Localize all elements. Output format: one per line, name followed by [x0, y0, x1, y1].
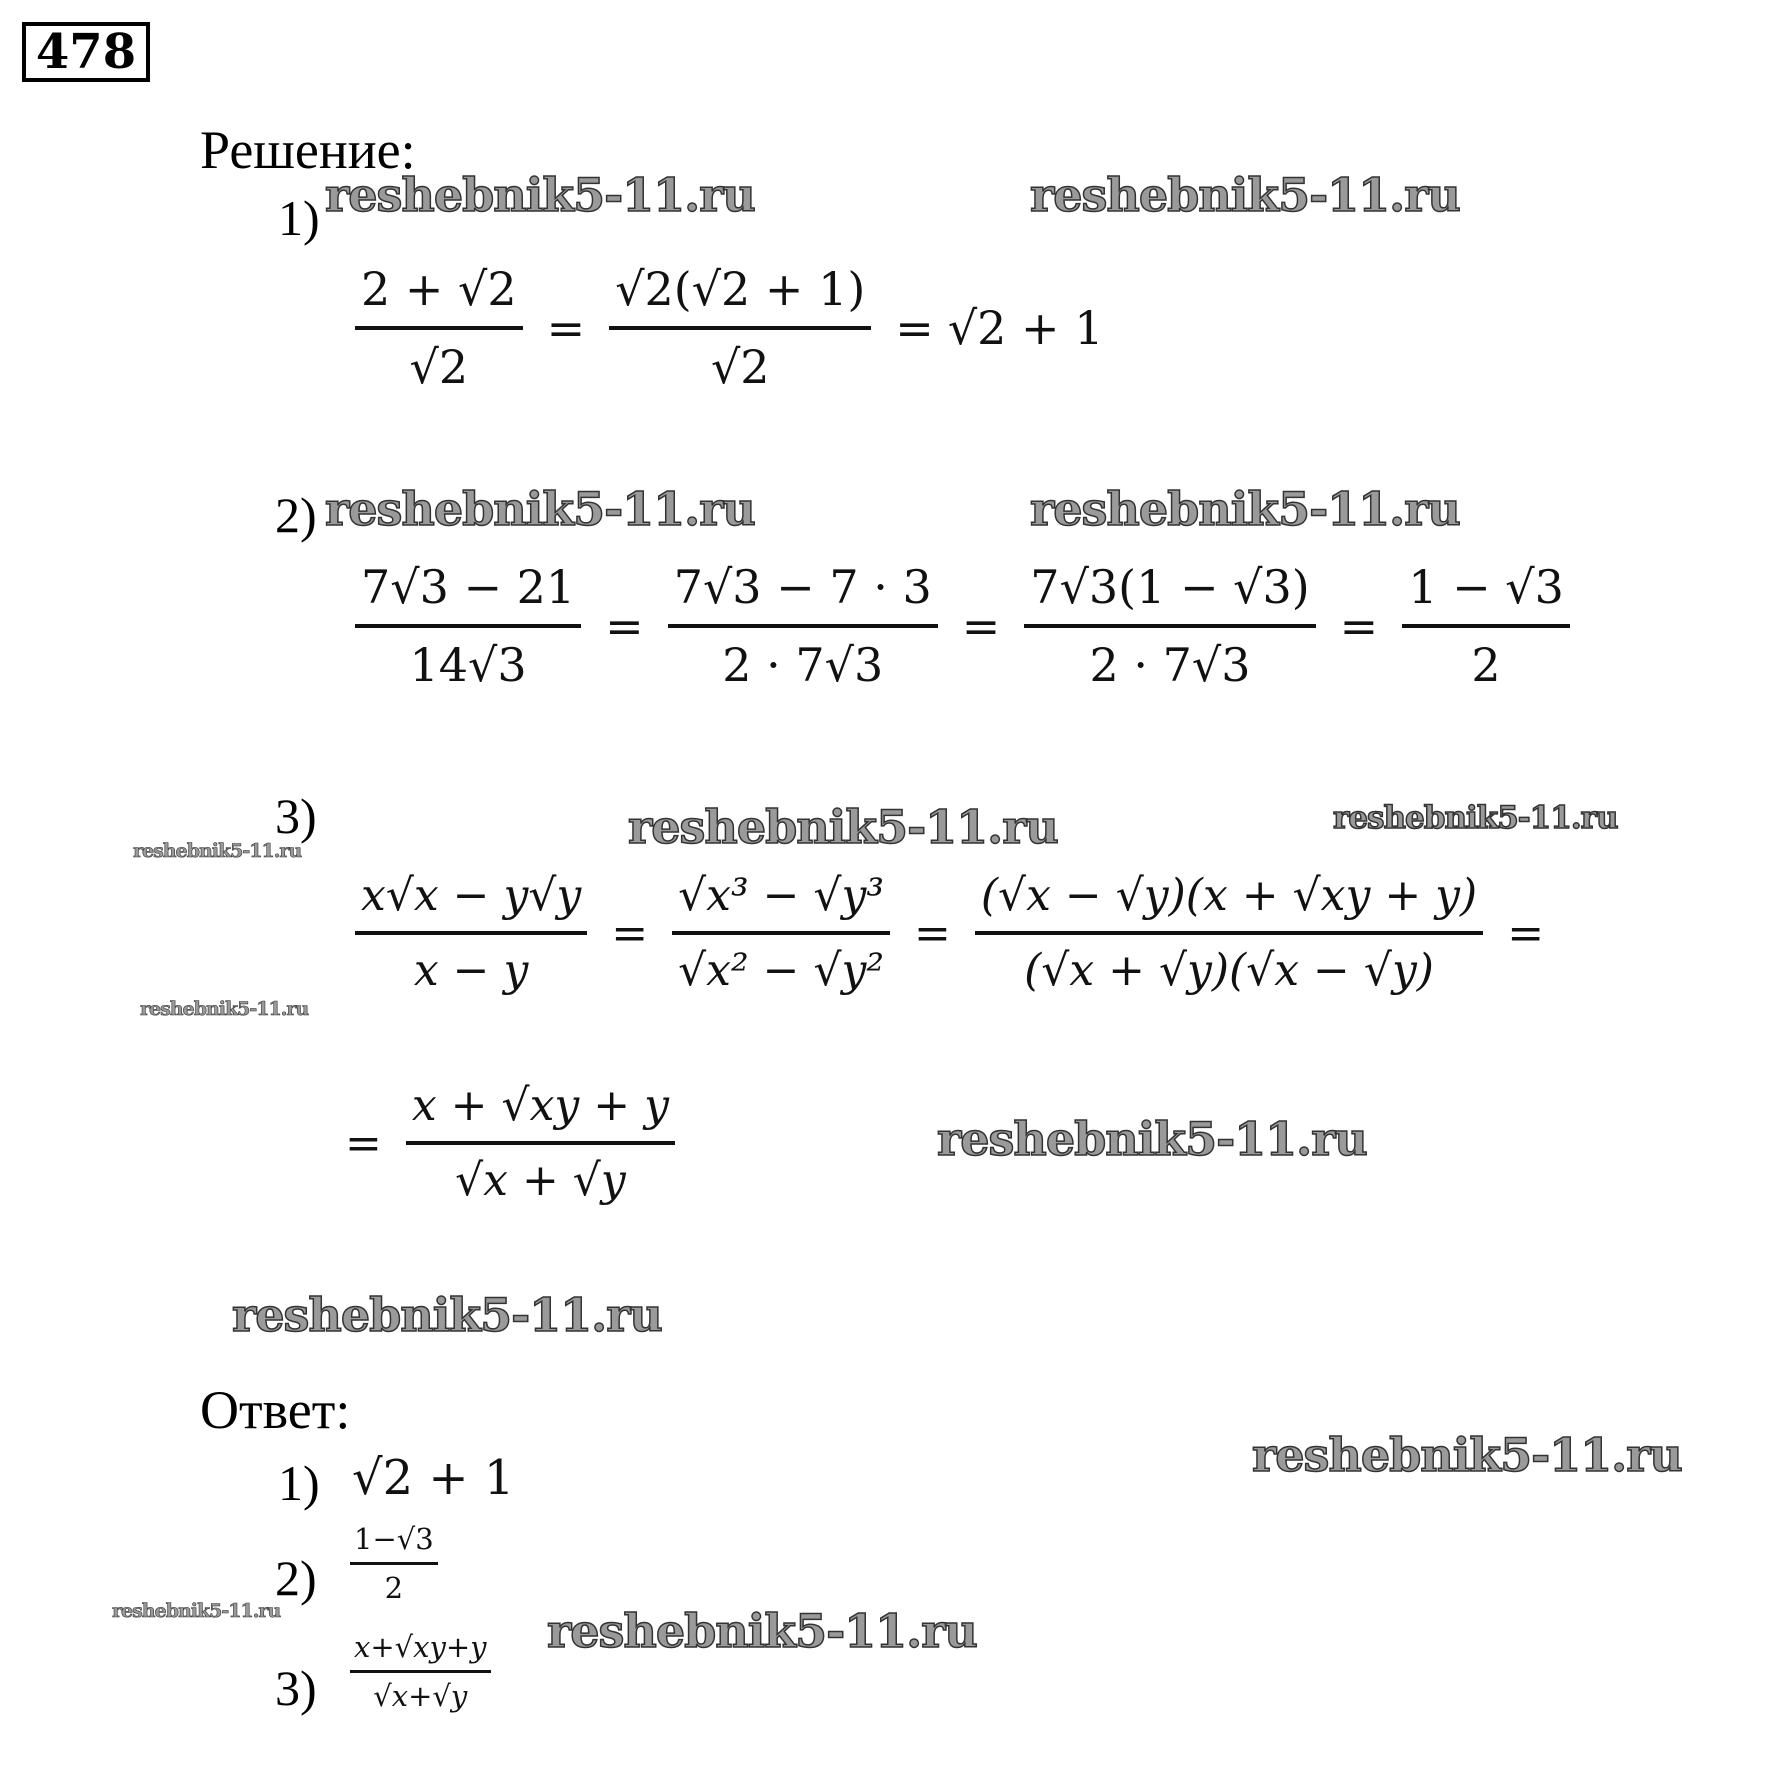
- numerator: x+√xy+y: [354, 1630, 487, 1664]
- numerator: 7√3(1 − √3): [1030, 560, 1310, 614]
- numerator: 7√3 − 7 · 3: [673, 560, 932, 614]
- numerator: (√x − √y)(x + √xy + y): [980, 870, 1478, 921]
- watermark: reshebnik5-11.ru: [1252, 1428, 1682, 1482]
- fraction: [672, 870, 890, 996]
- step-1-label: 1): [278, 190, 320, 246]
- fraction: [975, 870, 1483, 996]
- step-2-label: 2): [275, 487, 317, 543]
- watermark: reshebnik5-11.ru: [133, 840, 302, 862]
- answer-heading: Ответ:: [200, 1380, 351, 1440]
- equals-sign: =: [605, 599, 644, 653]
- fraction: [350, 1630, 491, 1713]
- numerator: 1 − √3: [1408, 560, 1564, 614]
- answer-1: √2 + 1: [352, 1450, 515, 1506]
- numerator: √x³ − √y³: [678, 870, 885, 921]
- denominator: √x+√y: [373, 1679, 468, 1713]
- watermark: reshebnik5-11.ru: [628, 800, 1058, 854]
- equals-sign: =: [546, 301, 586, 355]
- watermark: reshebnik5-11.ru: [1030, 168, 1460, 222]
- answer-3-label: 3): [275, 1660, 317, 1716]
- fraction: [355, 870, 587, 996]
- step-1-equation: [345, 262, 1103, 394]
- watermark: reshebnik5-11.ru: [112, 1600, 281, 1622]
- expression: √2 + 1: [947, 301, 1104, 355]
- numerator: 2 + √2: [361, 262, 517, 316]
- denominator: 2 · 7√3: [1089, 638, 1251, 692]
- step-3-equation: [345, 870, 1558, 996]
- equals-sign: =: [611, 907, 649, 959]
- numerator: 1−√3: [354, 1522, 434, 1556]
- watermark: reshebnik5-11.ru: [1030, 482, 1460, 536]
- denominator: √x² − √y²: [678, 945, 885, 996]
- equals-sign: =: [1339, 599, 1379, 653]
- numerator: x√x − y√y: [361, 870, 582, 921]
- fraction: [609, 262, 871, 394]
- watermark: reshebnik5-11.ru: [140, 998, 309, 1020]
- watermark: reshebnik5-11.ru: [937, 1112, 1367, 1166]
- equals-sign: =: [914, 907, 951, 959]
- fraction: [355, 262, 523, 394]
- answer-2: [340, 1522, 448, 1605]
- numerator: x + √xy + y: [411, 1080, 669, 1131]
- denominator: x − y: [413, 945, 529, 996]
- fraction: [668, 560, 938, 692]
- fraction: [1402, 560, 1570, 692]
- denominator: √2: [409, 340, 469, 394]
- solution-heading: Решение:: [200, 120, 416, 180]
- equals-sign: =: [895, 301, 934, 355]
- denominator: 2: [1471, 638, 1501, 692]
- denominator: √x + √y: [455, 1155, 626, 1206]
- watermark: reshebnik5-11.ru: [547, 1604, 977, 1658]
- denominator: 2: [384, 1571, 404, 1605]
- watermark: reshebnik5-11.ru: [325, 482, 755, 536]
- numerator: 7√3 − 21: [361, 560, 576, 614]
- equals-sign: =: [961, 599, 1001, 653]
- step-3-result: [345, 1080, 685, 1206]
- denominator: 2 · 7√3: [722, 638, 884, 692]
- watermark: reshebnik5-11.ru: [325, 168, 755, 222]
- numerator: √2(√2 + 1): [615, 262, 866, 316]
- step-3-label: 3): [275, 788, 317, 844]
- equals-sign: =: [345, 1117, 382, 1169]
- fraction: [1024, 560, 1315, 692]
- answer-1-label: 1): [278, 1455, 320, 1511]
- step-2-equation: [345, 560, 1580, 692]
- answer-3: [340, 1630, 501, 1713]
- denominator: √2: [710, 340, 770, 394]
- fraction: [350, 1522, 438, 1605]
- equals-sign: =: [1507, 907, 1545, 959]
- watermark: reshebnik5-11.ru: [1333, 800, 1618, 836]
- denominator: (√x + √y)(√x − √y): [1024, 945, 1434, 996]
- fraction: [355, 560, 581, 692]
- watermark: reshebnik5-11.ru: [232, 1288, 662, 1342]
- answer-2-label: 2): [275, 1550, 317, 1606]
- denominator: 14√3: [409, 638, 527, 692]
- problem-number: 478: [22, 22, 150, 82]
- fraction: [406, 1080, 675, 1206]
